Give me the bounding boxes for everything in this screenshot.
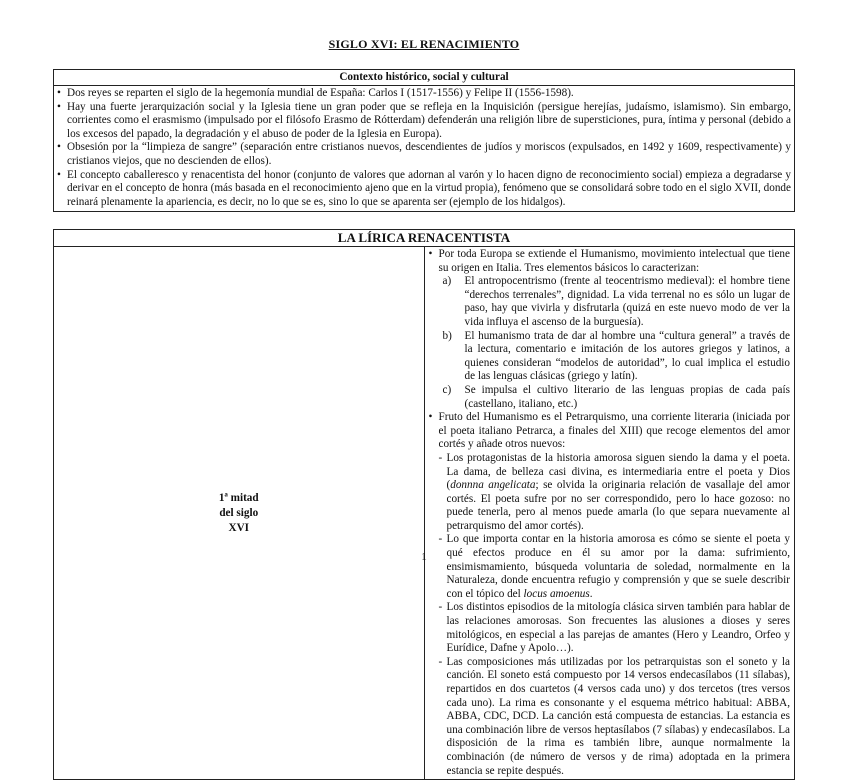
- context-item: [57, 87, 791, 101]
- point-text-part: Los protagonistas de la historia amorosa siguen siendo la dama y el poeta. La dama, de belleza casi divina, es intermediaria entre el poeta y Dios (: [446, 451, 790, 492]
- dash-marker: -: [438, 533, 443, 546]
- point-text-part: .: [589, 587, 593, 600]
- bullet-icon: •: [428, 411, 433, 424]
- point-text: Las composiciones más utilizadas por los petrarquistas son el soneto y la canción. El soneto está compuesto por 14 versos endecasílabos (11 sílabas), repartidos en dos cuartetos (4 versos cada uno) y dos tercetos (tres versos cada uno). La rima es consonante y el esquema métrico habitual: ABBA, ABBA, CDC, DCD. La canción está compuesta de estancias. La estancia es una combinación libre de versos heptasílabos (7 sílabas) y endecasílabos. La disposición de la rima es también libre, aunque normalmente la combinación (de número de versos y de rima) adoptada en la primera estancia se repite después.: [446, 655, 790, 777]
- bullet-icon: •: [57, 141, 61, 154]
- petrarquismo-item: [429, 411, 791, 452]
- lirica-table: [53, 229, 795, 780]
- subitem-marker: a): [442, 275, 452, 288]
- context-table: [53, 69, 795, 212]
- petrarquismo-point: [439, 656, 791, 778]
- era-line: XVI: [228, 521, 249, 534]
- context-item-text: Dos reyes se reparten el siglo de la hegemonía mundial de España: Carlos I (1517-1556) y Felipe II (1556-1598).: [67, 87, 574, 99]
- bullet-icon: •: [57, 87, 61, 99]
- petrarquismo-point: [439, 533, 791, 601]
- subitem-text: El humanismo trata de dar al hombre una “cultura general” a través de la lectura, comentario e imitación de los autores griegos y latinos, a quienes consideran “modelos de autoridad”, lo cual implica el estudio de las lenguas clásicas (griego y latín).: [464, 329, 790, 383]
- humanismo-subitem: [443, 275, 791, 329]
- point-text: [447, 533, 791, 601]
- humanismo-subitem: [443, 330, 791, 384]
- petrarquismo-point: [439, 452, 791, 534]
- context-header: Contexto histórico, social y cultural: [54, 70, 795, 86]
- era-line: del siglo: [219, 506, 259, 519]
- bullet-icon: •: [57, 100, 61, 113]
- lirica-content: [424, 247, 795, 780]
- context-item-text: Hay una fuerte jerarquización social y la Iglesia tiene un gran poder que se refleja en la Inquisición (persigue herejías, judaísmo, islamismo). Sin embargo, corrientes como el erasmismo (impulsado por el filósofo Erasmo de Rótterdam) defenderán una religión libre de supersticiones, pura, íntima y personal (debido a los excesos del papado, la degradación y el abuso de poder de la Iglesia en Europa).: [67, 100, 791, 140]
- dash-marker: -: [438, 451, 443, 464]
- page-title: SIGLO XVI: EL RENACIMIENTO: [328, 37, 520, 51]
- point-text-part: ; se olvida la originaria relación de vasallaje del amor cortés. El poeta sufre por no ser correspondido, pero lo hace gozoso: no puede tenerla, pero al menos puede amarla (lo que separa nuevamente al petrarquismo del amor cortés).: [446, 479, 791, 532]
- lirica-header: LA LÍRICA RENACENTISTA: [54, 230, 795, 247]
- era-line: 1ª mitad: [218, 491, 259, 504]
- point-text: [447, 452, 791, 534]
- context-item: [57, 169, 791, 210]
- subitem-marker: c): [442, 383, 452, 396]
- bullet-icon: •: [428, 248, 433, 260]
- bullet-icon: •: [57, 168, 61, 181]
- context-item-text: Obsesión por la “limpieza de sangre” (separación entre cristianos nuevos, descendientes de judíos y moriscos (expulsados, en 1492 y 1609, respectivamente) y cristianos viejos, que no descienden de ellos).: [67, 141, 791, 167]
- context-item: [57, 141, 791, 168]
- humanismo-item: [429, 248, 791, 275]
- subitem-marker: b): [442, 329, 452, 342]
- subitem-text: Se impulsa el cultivo literario de las lenguas propias de cada país (castellano, italiano, etc.): [464, 383, 790, 410]
- petrarquismo-point: [439, 601, 791, 655]
- subitem-text: El antropocentrismo (frente al teocentrismo medieval): el hombre tiene “derechos terrenales”, dignidad. La vida terrenal no es sólo un lugar de paso, hay que vivirla y disfrutarla (quizá en este nuevo modo de ver la vida influya el ascenso de la burguesía).: [464, 275, 790, 328]
- context-item-text: El concepto caballeresco y renacentista del honor (conjunto de valores que adornan al varón y lo hacen digno de reconocimiento social) empieza a degradarse y derivar en el concepto de honra (más basada en el reconocimiento ajeno que en la virtud propia), fenómeno que se consolidará sobre todo en el siglo XVII, donde reinará plenamente la apariencia, es decir, no lo que se es, sino lo que se aparenta ser (ejemplo de los hidalgos).: [67, 168, 791, 208]
- context-body: [54, 86, 795, 212]
- era-cell: [54, 247, 425, 780]
- petrarquismo-intro: Fruto del Humanismo es el Petrarquismo, una corriente literaria (iniciada por el poeta italiano Petrarca, a finales del XIII) que recoge elementos del amor cortés y añade otros nuevos:: [438, 411, 790, 451]
- point-text-emphasis: donnna angelicata: [450, 479, 536, 492]
- page-number: 1: [421, 551, 427, 563]
- humanismo-subitem: [443, 384, 791, 411]
- point-text-part: Lo que importa contar en la historia amorosa es cómo se siente el poeta y qué efectos produce en él su amor por la dama: sufrimiento, ensimismamiento, búsqueda voluntaria de soledad, normalmente en la Naturaleza, donde encuentra refugio y comprensión y que se suele describir con el tópico del: [446, 533, 790, 600]
- dash-marker: -: [438, 655, 443, 668]
- point-text-emphasis: locus amoenus: [523, 587, 590, 600]
- humanismo-intro: Por toda Europa se extiende el Humanismo, movimiento intelectual que tiene su origen en Italia. Tres elementos básicos lo caracterizan:: [438, 248, 790, 274]
- point-text: Los distintos episodios de la mitología clásica sirven también para hablar de las relaciones amorosas. Son frecuentes las alusiones a dioses y seres mitológicos, en especial a las parejas de amantes (Hero y Leandro, Orfeo y Eurídice, Dafne y Apolo…).: [446, 601, 790, 655]
- dash-marker: -: [438, 601, 443, 614]
- context-item: [57, 101, 791, 142]
